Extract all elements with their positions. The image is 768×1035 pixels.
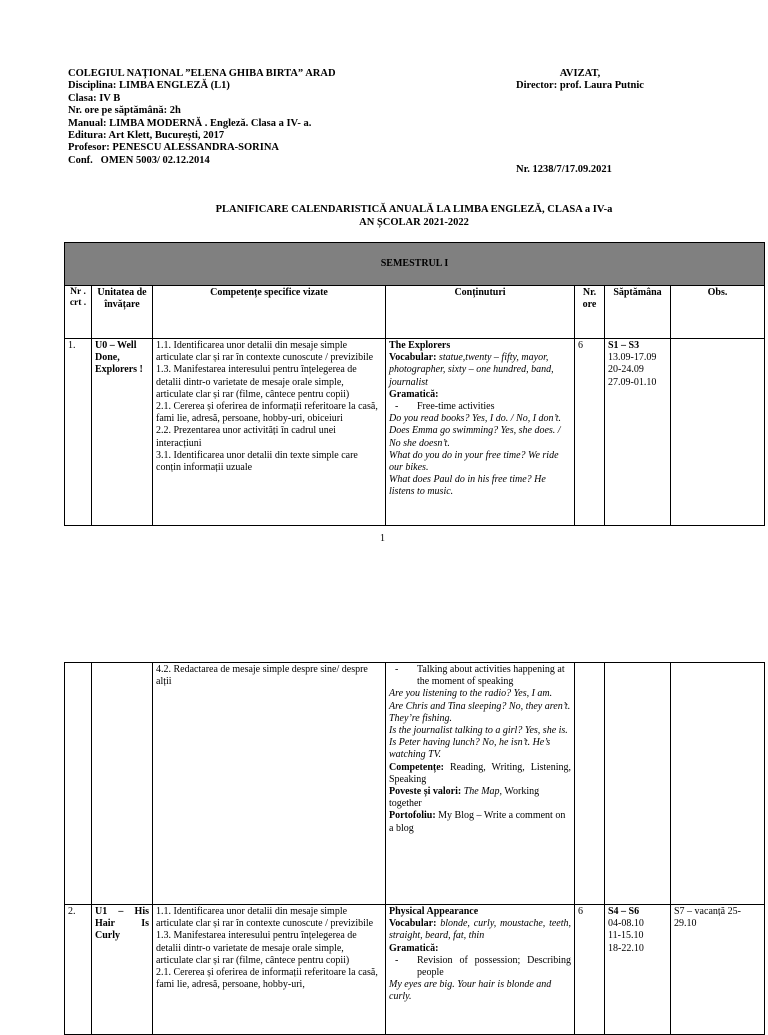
hours-per-week: Nr. ore pe săptămână: 2h bbox=[68, 105, 181, 117]
row-unit: U1 – His Hair Is Curly bbox=[92, 905, 153, 1035]
row-nr: 1. bbox=[65, 339, 92, 526]
week-range: 04-08.10 bbox=[608, 918, 644, 930]
competence-item: 2.2. Prezentarea unor activități în cadrul unei interacțiuni bbox=[156, 425, 336, 449]
week-range: 11-15.10 bbox=[608, 930, 644, 942]
class: Clasa: IV B bbox=[68, 92, 121, 104]
row-content bbox=[386, 905, 575, 1035]
col-competente: Competențe specifice vizate bbox=[153, 286, 386, 339]
grammar-item: - Revision of possession; Describing people bbox=[395, 954, 571, 979]
competence-item: 2.1. Cererea și oferirea de informații referitoare la casă, fami lie, adresă, persoane, hobby-uri, obiceiuri bbox=[156, 401, 378, 425]
portfolio: Portofoliu: My Blog – Write a comment on a blog bbox=[389, 810, 566, 834]
document-page-2 bbox=[0, 640, 768, 1024]
title-line-1: PLANIFICARE CALENDARISTICĂ ANUALĂ LA LIMBA ENGLEZĂ, CLASA a IV-a bbox=[215, 204, 613, 215]
example: Is Peter having lunch? No, he isn’t. He’s watching TV. bbox=[389, 737, 551, 761]
avizat: AVIZAT, bbox=[559, 68, 601, 79]
row-content bbox=[386, 663, 575, 905]
title-line-2: AN ȘCOLAR 2021-2022 bbox=[359, 217, 469, 228]
manual: Manual: LIMBA MODERNĂ . Engleză. Clasa a IV- a. bbox=[68, 117, 312, 129]
table-row bbox=[65, 905, 765, 1035]
competence-item: 4.2. Redactarea de mesaje simple despre sine/ despre alții bbox=[156, 664, 368, 688]
discipline: Disciplina: LIMBA ENGLEZĂ (L1) bbox=[68, 80, 230, 92]
row-competences bbox=[153, 905, 386, 1035]
row-competences bbox=[153, 339, 386, 526]
row-obs: S7 – vacanță 25-29.10 bbox=[671, 905, 765, 1035]
row-unit: U0 – Well Done, Explorers ! bbox=[92, 339, 153, 526]
topic-title: The Explorers bbox=[389, 340, 451, 351]
row-unit bbox=[92, 663, 153, 905]
col-obs: Obs. bbox=[671, 286, 765, 339]
week-range: 13.09-17.09 bbox=[608, 352, 657, 364]
conf: Conf. OMEN 5003/ 02.12.2014 bbox=[68, 154, 210, 166]
teacher: Profesor: PENESCU ALESSANDRA-SORINA bbox=[68, 142, 279, 154]
competence-item: 1.1. Identificarea unor detalii din mesaje simple articulate clar și rar în contexte cunoscute / previzibile bbox=[156, 340, 374, 364]
vocabulary: Vocabular: blonde, curly, moustache, teeth, straight, beard, fat, thin bbox=[389, 918, 571, 942]
example: Do you read books? Yes, I do. / No, I don’t. bbox=[389, 413, 562, 425]
week-range: 18-22.10 bbox=[608, 942, 644, 954]
row-obs bbox=[671, 663, 765, 905]
page-number: 1 bbox=[380, 533, 385, 544]
example: Are you listening to the radio? Yes, I am. bbox=[389, 688, 553, 700]
example: Are Chris and Tina sleeping? No, they aren’t. They’re fishing. bbox=[389, 700, 571, 724]
semester-header: SEMESTRUL I bbox=[65, 243, 765, 286]
plan-table-continued bbox=[64, 662, 765, 1035]
row-nr: 2. bbox=[65, 905, 92, 1035]
competence-item: 1.3. Manifestarea interesului pentru înțelegerea de detalii dintr-o varietate de mesaje orale simple, articulate clar și rar (filme, cântece pentru copii) bbox=[156, 364, 357, 400]
row-obs bbox=[671, 339, 765, 526]
approval-block bbox=[516, 68, 644, 175]
document-title bbox=[64, 203, 764, 229]
col-saptamana: Săptămâna bbox=[605, 286, 671, 339]
competence-item: 2.1. Cererea și oferirea de informații referitoare la casă, fami lie, adresă, persoane, hobby-uri, bbox=[156, 967, 378, 991]
row-weeks bbox=[605, 663, 671, 905]
week-range: 27.09-01.10 bbox=[608, 376, 657, 388]
competence-item: 3.1. Identificarea unor detalii din texte simple care conțin informații uzuale bbox=[156, 449, 358, 474]
topic-title: Physical Appearance bbox=[389, 906, 479, 917]
plan-table bbox=[64, 242, 765, 526]
example: Is the journalist talking to a girl? Yes, she is. bbox=[389, 725, 568, 737]
col-ore: Nr. ore bbox=[575, 286, 605, 339]
col-nr: Nr . crt . bbox=[65, 286, 92, 339]
row-hours: 6 bbox=[575, 339, 605, 526]
story-values: Poveste și valori: The Map, Working together bbox=[389, 786, 540, 810]
example: What does Paul do in his free time? He listens to music. bbox=[389, 474, 546, 498]
publisher: Editura: Art Klett, București, 2017 bbox=[68, 130, 225, 142]
row-hours: 6 bbox=[575, 905, 605, 1035]
week-range: 20-24.09 bbox=[608, 364, 644, 376]
header-block bbox=[68, 68, 336, 167]
table-row bbox=[65, 339, 765, 526]
grammar-item: - Free-time activities bbox=[395, 401, 495, 413]
row-weeks bbox=[605, 339, 671, 526]
weeks-label: S4 – S6 bbox=[608, 906, 640, 917]
weeks-label: S1 – S3 bbox=[608, 340, 640, 351]
example: My eyes are big. Your hair is blonde and curly. bbox=[389, 979, 552, 1003]
row-hours bbox=[575, 663, 605, 905]
example: What do you do in your free time? We ride our bikes. bbox=[389, 449, 559, 474]
col-unit: Unitatea de învățare bbox=[92, 286, 153, 339]
competence-item: 1.1. Identificarea unor detalii din mesaje simple articulate clar și rar în contexte cunoscute / previzibile bbox=[156, 906, 374, 930]
director: Director: prof. Laura Putnic bbox=[516, 80, 644, 92]
grammar-label: Gramatică: bbox=[389, 942, 439, 954]
example: Does Emma go swimming? Yes, she does. / No she doesn’t. bbox=[389, 425, 561, 449]
row-nr bbox=[65, 663, 92, 905]
vocabulary: Vocabular: statue,twenty – fifty, mayor, photographer, sixty – one hundred, band, journalist bbox=[389, 352, 554, 388]
table-row bbox=[65, 663, 765, 905]
row-weeks bbox=[605, 905, 671, 1035]
grammar-item: - Talking about activities happening at the moment of speaking bbox=[395, 664, 565, 688]
skills: Competențe: Reading, Writing, Listening, Speaking bbox=[389, 761, 572, 785]
grammar-label: Gramatică: bbox=[389, 388, 439, 400]
row-content bbox=[386, 339, 575, 526]
competence-item: 1.3. Manifestarea interesului pentru înțelegerea de detalii dintr-o varietate de mesaje orale simple, articulate clar și rar (filme, cântece pentru copii) bbox=[156, 930, 357, 966]
col-continuturi: Conținuturi bbox=[386, 286, 575, 339]
registration-number: Nr. 1238/7/17.09.2021 bbox=[516, 164, 612, 175]
school-name: COLEGIUL NAȚIONAL ”ELENA GHIBA BIRTA” ARAD bbox=[68, 68, 336, 79]
row-competences bbox=[153, 663, 386, 905]
